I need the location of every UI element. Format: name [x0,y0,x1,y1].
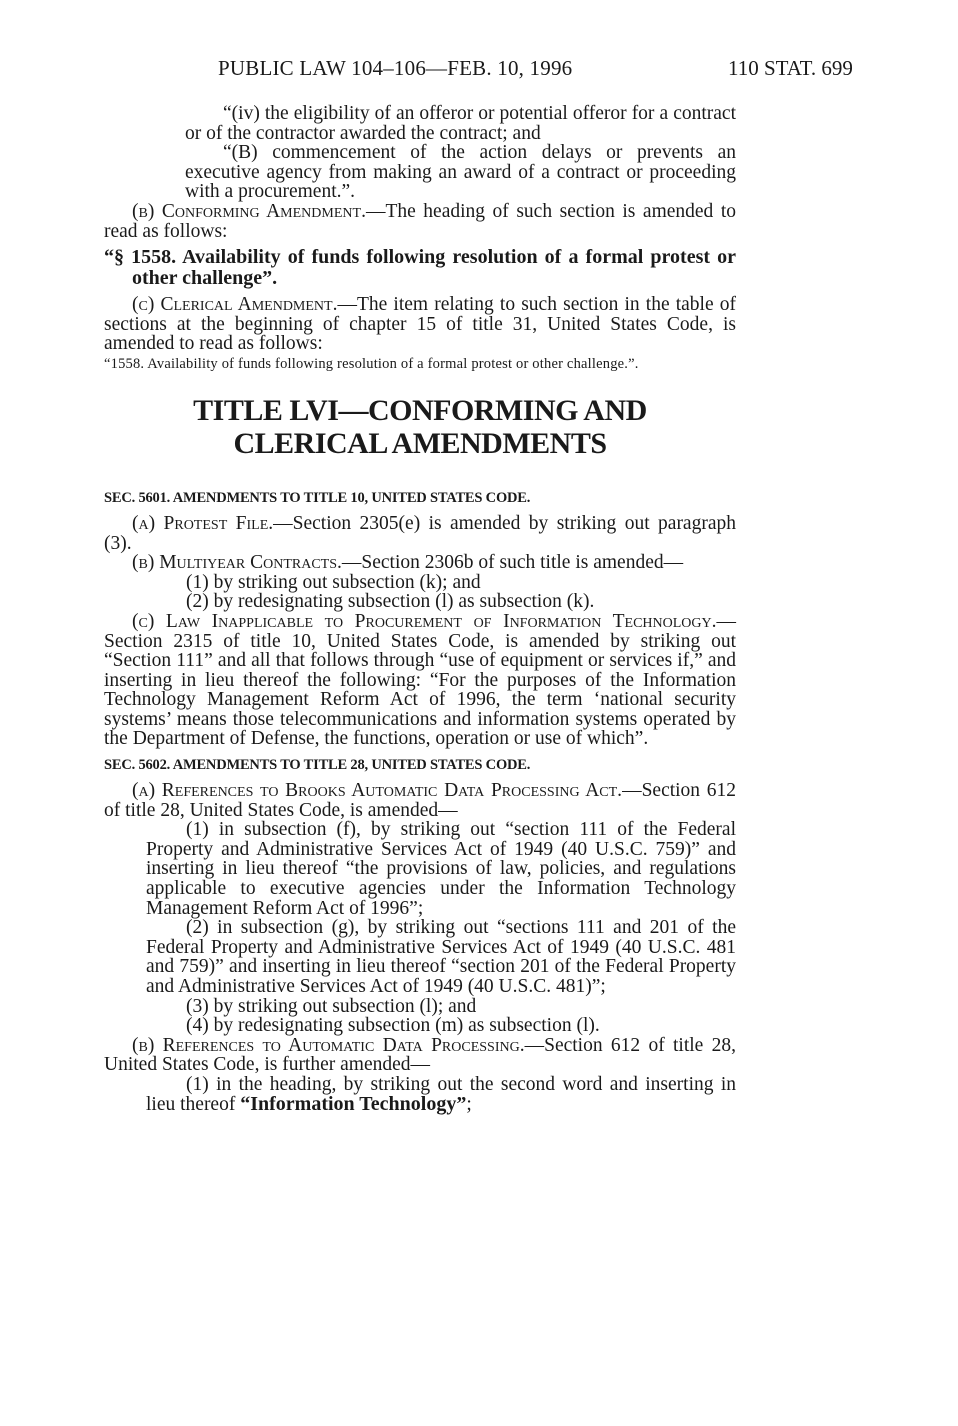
section-5601-heading: SEC. 5601. AMENDMENTS TO TITLE 10, UNITED STATES CODE. [104,489,531,506]
paragraph-a-3: (3) by striking out subsection (l); and [186,995,477,1017]
table-of-sections-item: “1558. Availability of funds following resolution of a formal protest or other challenge.”. [104,355,639,372]
paragraph-text: —The heading of such section is amended to read as follows: [104,200,736,242]
page-number: 110 STAT. 699 [728,56,853,80]
paragraph-iv: “(iv) the eligibility of an offeror or potential offeror for a contract or of the contractor awarded the contract; and [185,103,736,144]
subsection-heading: (b) Multiyear Contracts. [132,552,342,574]
paragraph-b-multiyear [104,553,736,573]
paragraph-text: —Section 612 of title 28, United States Code, is further amended— [104,1034,737,1076]
document-body [104,104,736,1114]
paragraph-text: (1) in the heading, by striking out the second word and inserting in lieu thereof [146,1073,736,1115]
title-heading [104,394,736,460]
title-line-2: CLERICAL AMENDMENTS [233,426,607,460]
paragraph-b-adp-1 [104,1075,736,1114]
paragraph-text: —Section 2315 of title 10, United States Code, is amended by striking out “Section 111” and all that follows through “use of equipment or services if,” and inserting in lieu thereof the following: “For the purposes of the Information Technology Management Reform Act of 1996, the term ‘national security systems’ means those telecommunications and information systems operated by the Department of Defense, the functions, operation or use of which”. [104,610,736,750]
paragraph-punctuation: ; [466,1093,472,1115]
paragraph-text: —Section 612 of title 28, United States Code, is amended— [104,780,736,821]
paragraph-text: —Section 2306b of such title is amended— [341,552,684,574]
subsection-heading: (b) References to Automatic Data Processing. [132,1034,525,1056]
subsection-heading: (a) References to Brooks Automatic Data Processing Act. [132,780,623,802]
subsection-heading: (a) Protest File. [132,512,274,534]
paragraph-a-1: (1) in subsection (f), by striking out “section 111 of the Federal Property and Administrative Services Act of 1949 (40 U.S.C. 759)” and inserting in lieu thereof “the provisions of law, policies, and regulations applicable to executive agencies under the Information Technology Management Reform Act of 1996”; [146,819,736,919]
bold-inserted-text: “Information Technology” [240,1092,467,1115]
section-5602-heading: SEC. 5602. AMENDMENTS TO TITLE 28, UNITED STATES CODE. [104,757,531,774]
paragraph-c-clerical [104,295,736,354]
paragraph-c-law-inapplicable [104,612,736,749]
title-line-1: TITLE LVI—CONFORMING AND [193,393,647,427]
paragraph-B: “(B) commencement of the action delays or prevents an executive agency from making an award of a contract or proceeding with a procurement.”. [185,142,736,203]
section-1558-heading: “§ 1558. Availability of funds following resolution of a formal protest or other challenge”. [104,246,736,290]
paragraph-b-2: (2) by redesignating subsection (l) as subsection (k). [186,591,595,613]
paragraph-text: —Section 2305(e) is amended by striking out paragraph (3). [104,512,736,554]
paragraph-a-protest-file [104,514,736,553]
subsection-heading: (b) Conforming Amendment. [132,200,366,222]
paragraph-a-2: (2) in subsection (g), by striking out “sections 111 and 201 of the Federal Property and Administrative Services Act of 1949 (40 U.S.C. 481 and 759)” and inserting in lieu thereof “section 201 of the Federal Property and Administrative Services Act of 1949 (40 U.S.C. 481)”; [146,917,736,997]
paragraph-b-adp [104,1036,736,1075]
subsection-heading: (c) Clerical Amendment. [132,294,338,316]
paragraph-a-4: (4) by redesignating subsection (m) as subsection (l). [186,1015,600,1037]
paragraph-a-brooks-act [104,781,736,820]
subsection-heading: (c) Law Inapplicable to Procurement of Information Technology. [132,610,717,632]
running-header-title: PUBLIC LAW 104–106—FEB. 10, 1996 [218,56,573,80]
paragraph-b-1: (1) by striking out subsection (k); and [186,571,481,593]
paragraph-b-conforming [104,202,736,241]
paragraph-text: —The item relating to such section in the table of sections at the beginning of chapter 15 of title 31, United States Code, is amended to read as follows: [104,294,737,355]
